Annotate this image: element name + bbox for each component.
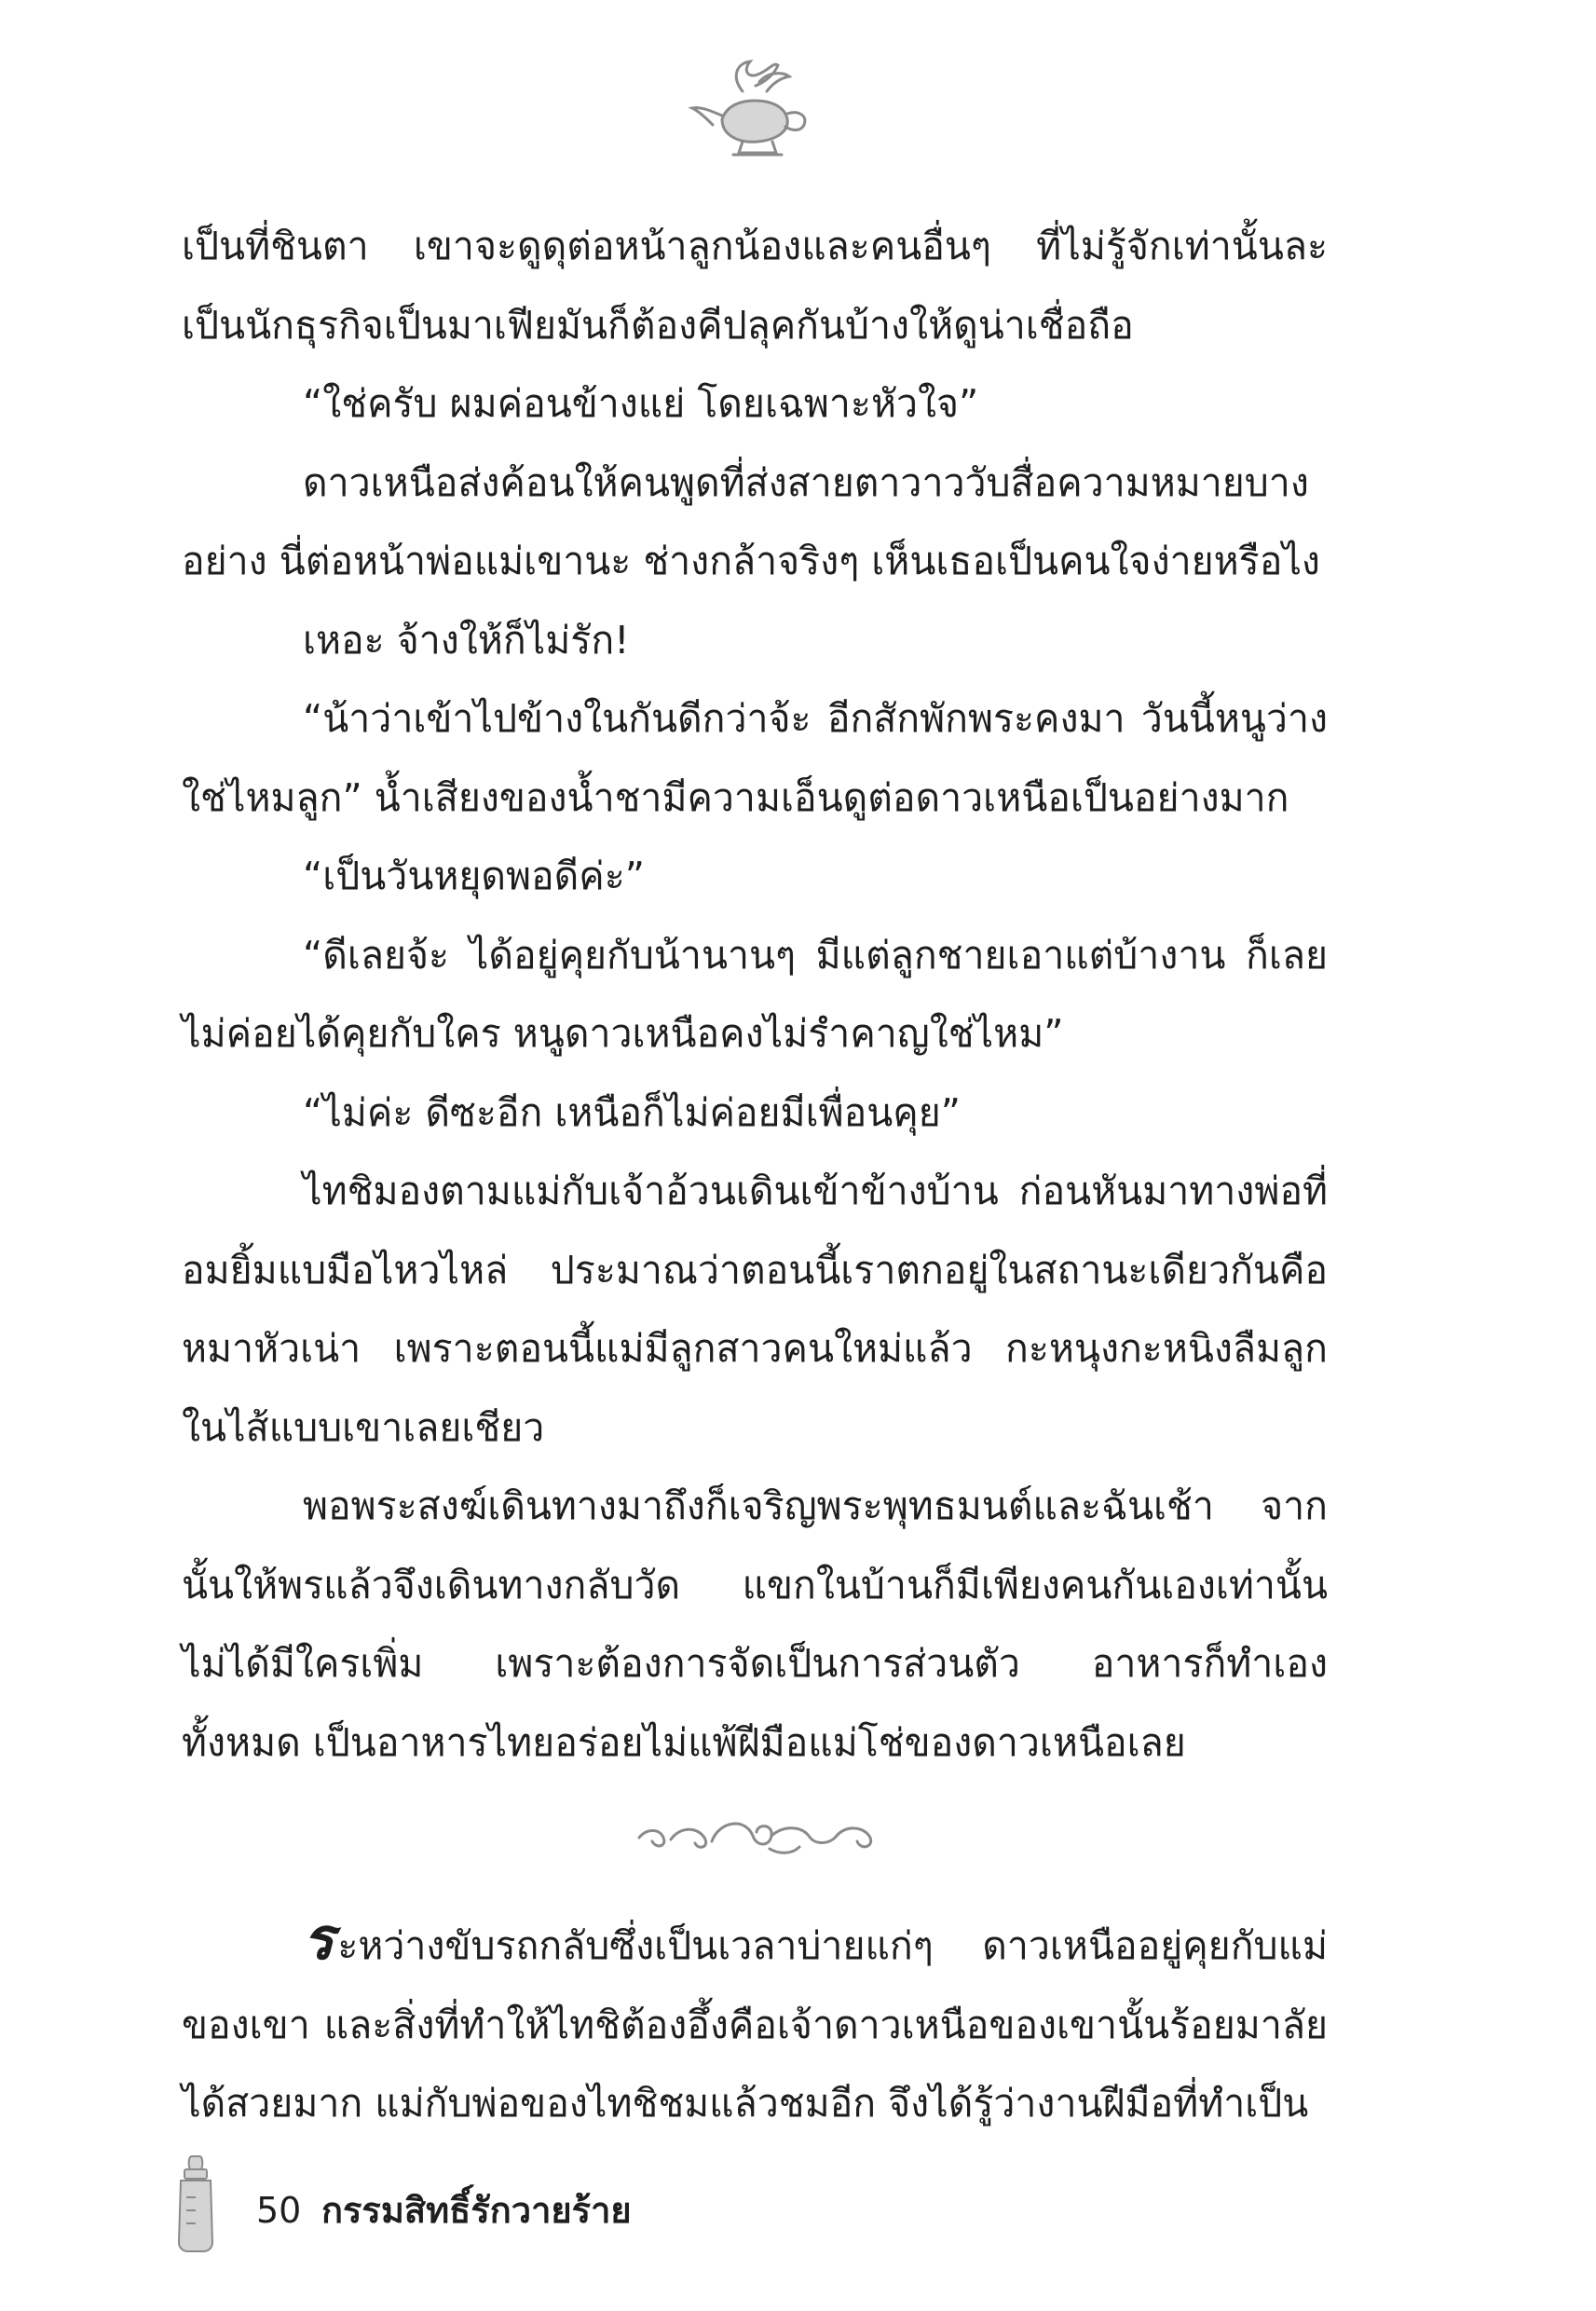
book-title: กรรมสิทธิ์รักวายร้าย <box>321 2190 632 2231</box>
paragraph: เหอะ จ้างให้ก็ไม่รัก! <box>303 617 630 663</box>
genie-lamp-icon <box>685 54 825 166</box>
flourish-divider-icon <box>630 1808 881 1864</box>
paragraph: พอพระสงฆ์เดินทางมาถึงก็เจริญพระพุทธมนต์และฉันเช้า จากนั้นให้พรแล้วจึงเดินทางกลับวัด แขกในบ้านก็มีเพียงคนกันเองเท่านั้น ไม่ได้มีใครเพิ่ม เพราะต้องการจัดเป็นการส่วนตัว อาหารก็ทำเองทั้งหมด เป็นอาหารไทยอร่อยไม่แพ้ฝีมือแม่โช่ของดาวเหนือเลย <box>182 1484 1328 1765</box>
body-text-top <box>182 207 1328 1782</box>
paragraph: “น้าว่าเข้าไปข้างในกันดีกว่าจ้ะ อีกสักพักพระคงมา วันนี้หนูว่างใช่ไหมลูก” น้ำเสียงของน้ำชามีความเอ็นดูต่อดาวเหนือเป็นอย่างมาก <box>182 696 1328 820</box>
page-footer <box>168 2153 1006 2255</box>
paragraph-with-drop-initial <box>182 1907 1328 2143</box>
page-number: 50 <box>256 2190 302 2231</box>
paragraph: “เป็นวันหยุดพอดีค่ะ” <box>303 854 645 898</box>
paragraph: “ดีเลยจ้ะ ได้อยู่คุยกับน้านานๆ มีแต่ลูกชายเอาแต่บ้างาน ก็เลยไม่ค่อยได้คุยกับใคร หนูดาวเหนือคงไม่รำคาญใช่ไหม” <box>182 932 1328 1056</box>
paragraph: ไทชิมองตามแม่กับเจ้าอ้วนเดินเข้าข้างบ้าน ก่อนหันมาทางพ่อที่อมยิ้มแบมือไหวไหล่ ประมาณว่าตอนนี้เราตกอยู่ในสถานะเดียวกันคือหมาหัวเน่า เพราะตอนนี้แม่มีลูกสาวคนใหม่แล้ว กะหนุงกะหนิงลืมลูกในไส้แบบเขาเลยเชียว <box>182 1169 1328 1450</box>
paragraph: ดาวเหนือส่งค้อนให้คนพูดที่ส่งสายตาวาววับสื่อความหมายบางอย่าง นี่ต่อหน้าพ่อแม่เขานะ ช่างกล้าจริงๆ เห็นเธอเป็นคนใจง่ายหรือไง <box>182 459 1320 583</box>
baby-bottle-icon <box>168 2153 224 2253</box>
drop-initial: ร <box>303 1905 334 1973</box>
paragraph: เป็นที่ชินตา เขาจะดูดุต่อหน้าลูกน้องและคนอื่นๆ ที่ไม่รู้จักเท่านั้นละ เป็นนักธุรกิจเป็นมาเฟียมันก็ต้องคีปลุคกันบ้างให้ดูน่าเชื่อถือ <box>182 224 1328 348</box>
body-text-bottom <box>182 1907 1328 2143</box>
paragraph-text: ะหว่างขับรถกลับซึ่งเป็นเวลาบ่ายแก่ๆ ดาวเหนืออยู่คุยกับแม่ของเขา และสิ่งที่ทำให้ไทชิต้องอึ้งคือเจ้าดาวเหนือของเขานั้นร้อยมาลัยได้สวยมาก แม่กับพ่อของไทชิชมแล้วชมอีก จึงได้รู้ว่างานฝีมือที่ทำเป็น <box>182 1923 1328 2126</box>
paragraph: “ใช่ครับ ผมค่อนข้างแย่ โดยเฉพาะหัวใจ” <box>303 381 979 426</box>
paragraph: “ไม่ค่ะ ดีซะอีก เหนือก็ไม่ค่อยมีเพื่อนคุย” <box>303 1089 961 1135</box>
